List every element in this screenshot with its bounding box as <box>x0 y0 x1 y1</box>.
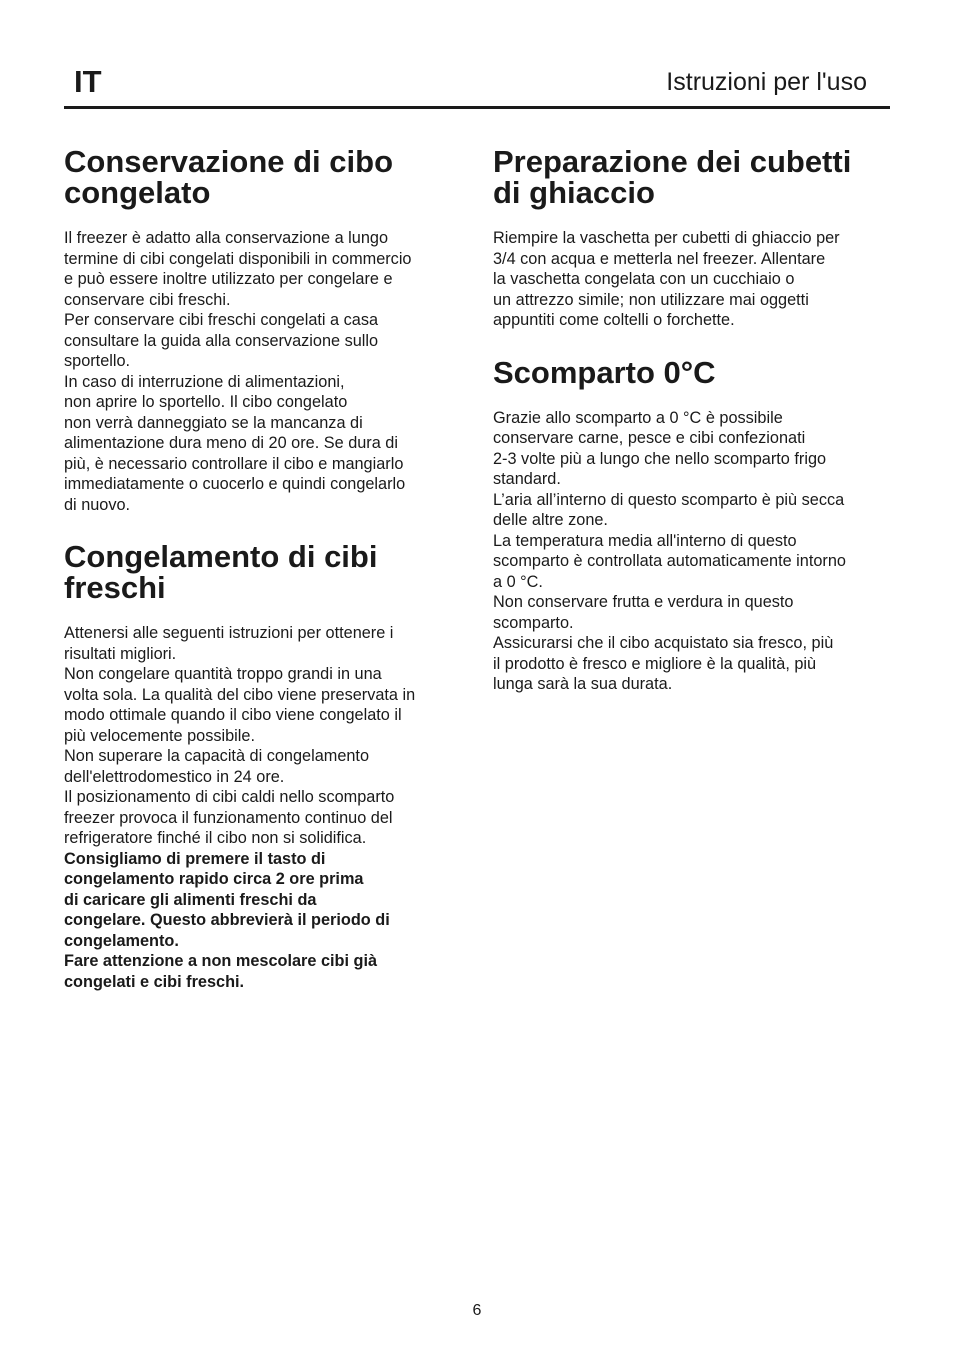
text-line: e può essere inoltre utilizzato per congelare e <box>64 270 393 288</box>
text-line: Non superare la capacità di congelamento <box>64 747 370 765</box>
paragraph <box>493 490 893 531</box>
paragraph <box>64 310 464 372</box>
heading-line: freschi <box>64 570 166 605</box>
text-line: più, è necessario controllare il cibo e mangiarlo <box>64 454 404 473</box>
document-title: Istruzioni per l'uso <box>666 68 867 96</box>
text-line: un attrezzo simile; non utilizzare mai oggetti <box>493 290 809 309</box>
text-line: alimentazione dura meno di 20 ore. Se dura di <box>64 434 398 452</box>
text-line: congelamento rapido circa 2 ore prima <box>64 870 364 888</box>
text-line: Fare attenzione a non mescolare cibi già <box>64 952 378 970</box>
text-line: dell'elettrodomestico in 24 ore. <box>64 767 285 786</box>
text-line: immediatamente o cuocerlo e quindi congelarlo <box>64 475 406 493</box>
text-line: standard. <box>493 470 561 488</box>
heading-line: di ghiaccio <box>493 175 655 210</box>
paragraph <box>493 408 893 490</box>
paragraph <box>64 951 464 992</box>
right-column <box>493 146 893 721</box>
text-line: Attenersi alle seguenti istruzioni per ottenere i <box>64 624 394 642</box>
paragraph <box>64 372 464 516</box>
text-line: Non conservare frutta e verdura in questo <box>493 593 794 611</box>
text-line: consultare la guida alla conservazione sullo <box>64 331 379 350</box>
page-number: 6 <box>472 1302 482 1319</box>
text-line: freezer provoca il funzionamento continuo del <box>64 808 393 827</box>
text-line: più velocemente possibile. <box>64 726 255 745</box>
text-line: la vaschetta congelata con un cucchiaio o <box>493 270 795 288</box>
section-body <box>493 408 893 695</box>
section-body-bold <box>64 849 464 993</box>
section-body <box>64 623 464 849</box>
text-line: sportello. <box>64 352 131 370</box>
heading-line: Conservazione di cibo <box>64 144 394 179</box>
section-fresh-freezing <box>64 541 464 992</box>
section-ice-cubes <box>493 146 893 331</box>
text-line: non verrà danneggiato se la mancanza di <box>64 413 363 432</box>
text-line: Il freezer è adatto alla conservazione a lungo <box>64 229 389 247</box>
paragraph <box>64 664 464 746</box>
text-line: 3/4 con acqua e metterla nel freezer. Allentare <box>493 249 826 268</box>
paragraph <box>493 633 893 695</box>
text-line: Consigliamo di premere il tasto di <box>64 849 326 868</box>
paragraph <box>493 592 893 633</box>
text-line: modo ottimale quando il cibo viene congelato il <box>64 706 402 724</box>
text-line: lunga sarà la sua durata. <box>493 675 673 693</box>
text-line: La temperatura media all'interno di questo <box>493 531 797 550</box>
text-line: Per conservare cibi freschi congelati a casa <box>64 311 379 329</box>
text-line: termine di cibi congelati disponibili in commercio <box>64 249 412 268</box>
text-line: Il posizionamento di cibi caldi nello scomparto <box>64 788 395 806</box>
text-line: conservare cibi freschi. <box>64 290 231 309</box>
language-code: IT <box>74 64 102 99</box>
heading-line: Scomparto 0°C <box>493 354 716 390</box>
text-line: congelati e cibi freschi. <box>64 972 245 991</box>
paragraph <box>493 228 893 331</box>
section-heading <box>493 146 893 208</box>
text-line: congelamento. <box>64 931 179 950</box>
section-frozen-storage <box>64 146 464 515</box>
text-line: di caricare gli alimenti freschi da <box>64 890 317 909</box>
text-line: Grazie allo scomparto a 0 °C è possibile <box>493 408 783 427</box>
paragraph <box>64 746 464 787</box>
section-heading <box>493 354 893 390</box>
paragraph <box>64 787 464 849</box>
text-line: scomparto. <box>493 613 574 632</box>
paragraph <box>64 849 464 952</box>
text-line: Riempire la vaschetta per cubetti di ghiaccio per <box>493 229 840 247</box>
text-line: scomparto è controllata automaticamente intorno <box>493 552 846 570</box>
heading-line: Preparazione dei cubetti <box>493 144 852 179</box>
left-column <box>64 146 464 1018</box>
paragraph <box>64 228 464 310</box>
text-line: risultati migliori. <box>64 644 177 663</box>
text-line: In caso di interruzione di alimentazioni, <box>64 372 345 391</box>
section-heading <box>64 541 464 603</box>
text-line: il prodotto è fresco e migliore è la qualità, più <box>493 654 817 673</box>
paragraph <box>493 531 893 593</box>
text-line: conservare carne, pesce e cibi confezionati <box>493 429 806 447</box>
text-line: Non congelare quantità troppo grandi in una <box>64 665 382 683</box>
text-line: a 0 °C. <box>493 572 543 591</box>
heading-line: Congelamento di cibi <box>64 539 378 574</box>
paragraph <box>64 623 464 664</box>
text-line: refrigeratore finché il cibo non si solidifica. <box>64 829 367 847</box>
text-line: di nuovo. <box>64 495 131 514</box>
text-line: congelare. Questo abbrevierà il periodo di <box>64 911 390 929</box>
section-heading <box>64 146 464 208</box>
text-line: Assicurarsi che il cibo acquistato sia fresco, più <box>493 634 834 652</box>
text-line: volta sola. La qualità del cibo viene preservata in <box>64 685 416 704</box>
text-line: non aprire lo sportello. Il cibo congelato <box>64 393 348 411</box>
text-line: 2-3 volte più a lungo che nello scomparto frigo <box>493 449 827 468</box>
section-zero-compartment <box>493 354 893 695</box>
header-divider <box>64 106 890 109</box>
section-body <box>64 228 464 515</box>
heading-line: congelato <box>64 175 211 210</box>
text-line: delle altre zone. <box>493 511 608 529</box>
text-line: appuntiti come coltelli o forchette. <box>493 311 735 329</box>
text-line: L’aria all’interno di questo scomparto è più secca <box>493 490 845 509</box>
section-body <box>493 228 893 331</box>
